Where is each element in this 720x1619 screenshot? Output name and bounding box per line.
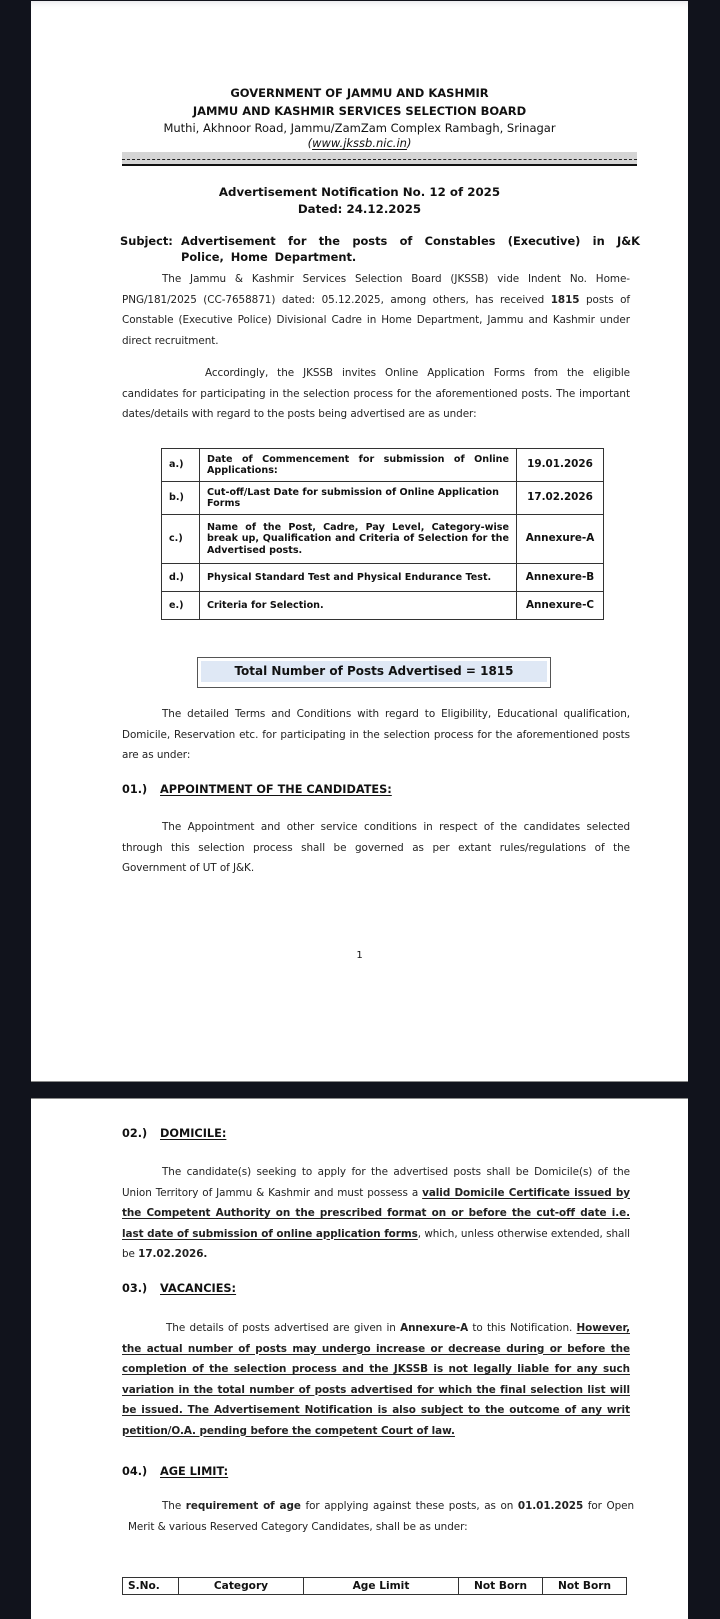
total-posts-box xyxy=(197,657,551,688)
subject-text: Advertisement for the posts of Constables (Executive) in J&K Police, Home Department. xyxy=(181,234,640,264)
website-link[interactable]: www.jkssb.nic.in xyxy=(312,136,407,150)
col-age-limit: Age Limit xyxy=(304,1578,459,1595)
col-sno: S.No. xyxy=(123,1578,179,1595)
important-dates-table xyxy=(161,448,604,620)
subject-label: Subject: xyxy=(120,234,173,248)
domicile-cutoff-date: 17.02.2026. xyxy=(138,1248,208,1260)
vacancy-disclaimer: However, the actual number of posts may undergo increase or decrease during or before the completion of the selection process and the JKSSB is not legally liable for any such variation in the total number of posts advertised for which the final selection list will be issued. The Advertisement Notification is also subject to the outcome of any writ petition/O.A. pending before the competent Court of law. xyxy=(122,1322,630,1437)
annexure-a-mention: Annexure-A xyxy=(400,1322,469,1334)
table-header-row xyxy=(123,1578,627,1595)
section-04-body: The requirement of age for applying against these posts, as on 01.01.2025 for Open Merit & various Reserved Category Candidates, shall be as under: xyxy=(128,1500,634,1533)
annexure-a-ref: Annexure-A xyxy=(517,515,604,564)
board-heading: JAMMU AND KASHMIR SERVICES SELECTION BOARD xyxy=(192,104,527,118)
notification-title: Advertisement Notification No. 12 of 2025 xyxy=(218,185,501,199)
section-02-body: The candidate(s) seeking to apply for the advertised posts shall be Domicile(s) of the Union Territory of Jammu & Kashmir and must possess a valid Domicile Certificate issued by the Competent Authority on the prescribed format on or before the cut-off date i.e. last date of submission of online application forms, which, unless otherwise extended, shall be 17.02.2026. xyxy=(122,1166,630,1260)
section-03-heading: 03.) VACANCIES: xyxy=(122,1282,237,1295)
invite-paragraph: Accordingly, the JKSSB invites Online Application Forms from the eligible candidates for participating in the selection process for the aforementioned posts. The important dates/details with regard to the posts being advertised are as under: xyxy=(122,367,630,420)
intro-paragraph: The Jammu & Kashmir Services Selection Board (JKSSB) vide Indent No. Home-PNG/181/2025 (CC-7658871) dated: 05.12.2025, among others, has received 1815 posts of Constable (Executive Police) Divisional Cadre in Home Department, Jammu and Kashmir under direct recruitment. xyxy=(122,273,631,347)
solid-rule xyxy=(122,164,637,166)
govt-heading: GOVERNMENT OF JAMMU AND KASHMIR xyxy=(230,86,489,100)
annexure-b-ref: Annexure-B xyxy=(517,564,604,592)
section-02-heading: 02.) DOMICILE: xyxy=(122,1127,227,1140)
table-row: c.) Name of the Post, Cadre, Pay Level, Category-wise break up, Qualification and Criteria of Selection for the Advertised posts. Annexure-A xyxy=(162,515,604,564)
total-posts-text: Total Number of Posts Advertised = 1815 xyxy=(201,661,547,682)
age-reference-date: 01.01.2025 xyxy=(517,1500,584,1512)
section-01-heading: 01.) APPOINTMENT OF THE CANDIDATES: xyxy=(122,783,392,796)
table-row: a.) Date of Commencement for submission of Online Applications: 19.01.2026 xyxy=(162,449,604,482)
website-line: (www.jkssb.nic.in) xyxy=(307,136,412,150)
col-category: Category xyxy=(179,1578,304,1595)
subject-block xyxy=(120,233,640,265)
domicile-requirement-emphasis: valid Domicile Certificate issued by the Competent Authority on the prescribed format on or before the cut-off date i.e. last date of submission of online application forms xyxy=(122,1186,630,1240)
section-03-body: The details of posts advertised are given in Annexure-A to this Notification. However, the actual number of posts may undergo increase or decrease during or before the completion of the selection process and the JKSSB is not legally liable for any such variation in the total number of posts advertised for which the final selection list will be issued. The Advertisement Notification is also subject to the outcome of any writ petition/O.A. pending before the competent Court of law. xyxy=(122,1322,630,1437)
board-address: Muthi, Akhnoor Road, Jammu/ZamZam Complex Rambagh, Srinagar xyxy=(163,121,556,135)
posts-count: 1815 xyxy=(550,293,580,306)
section-01-body: The Appointment and other service conditions in respect of the candidates selected through this selection process shall be governed as per extant rules/regulations of the Government of UT of J&K. xyxy=(122,821,630,874)
terms-intro-paragraph: The detailed Terms and Conditions with regard to Eligibility, Educational qualification, Domicile, Reservation etc. for participating in the selection process for the aforementioned posts are as under: xyxy=(122,708,630,761)
annexure-c-ref: Annexure-C xyxy=(517,592,604,620)
dashed-rule xyxy=(122,159,637,160)
last-date: 17.02.2026 xyxy=(517,482,604,515)
header-divider xyxy=(122,152,637,166)
age-limit-table xyxy=(122,1577,627,1595)
table-row: b.) Cut-off/Last Date for submission of Online Application Forms 17.02.2026 xyxy=(162,482,604,515)
col-not-born-2: Not Born xyxy=(543,1578,627,1595)
table-row: d.) Physical Standard Test and Physical Endurance Test. Annexure-B xyxy=(162,564,604,592)
page-number: 1 xyxy=(356,950,363,961)
notification-date: Dated: 24.12.2025 xyxy=(297,202,422,216)
col-not-born-1: Not Born xyxy=(459,1578,543,1595)
document-page-1 xyxy=(31,1,688,1082)
commencement-date: 19.01.2026 xyxy=(517,449,604,482)
document-page-2 xyxy=(31,1098,688,1619)
section-04-heading: 04.) AGE LIMIT: xyxy=(122,1465,229,1478)
table-row: e.) Criteria for Selection. Annexure-C xyxy=(162,592,604,620)
